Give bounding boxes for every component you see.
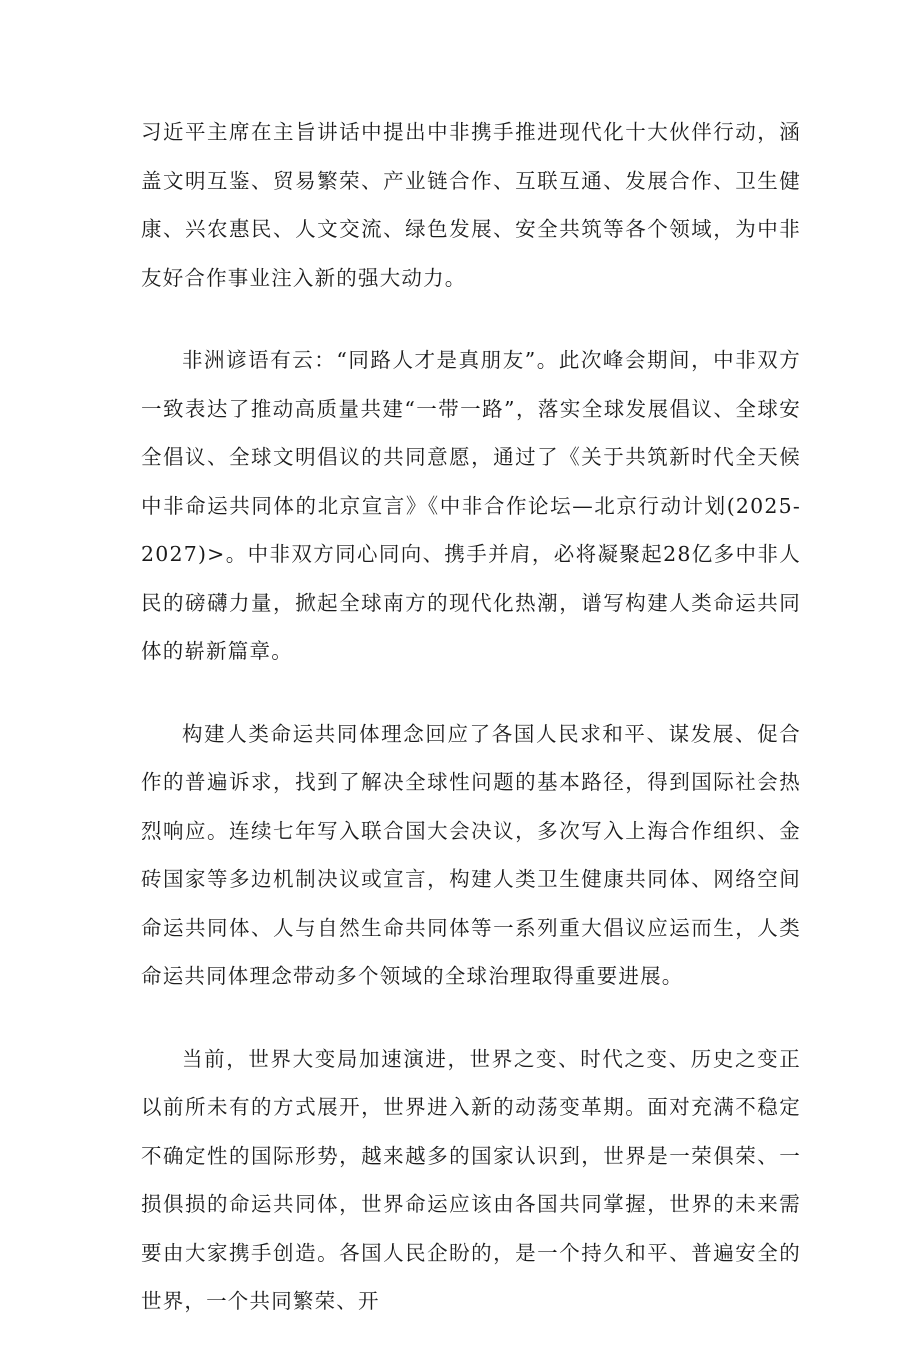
paragraph-2: 非洲谚语有云：“同路人才是真朋友”。此次峰会期间，中非双方一致表达了推动高质量共建“一带一路”，落实全球发展倡议、全球安全倡议、全球文明倡议的共同意愿，通过了《关于共筑新时代全天候中非命运共同体的北京宣言》《中非合作论坛—北京行动计划(2025-2027)>。中非双方同心同向、携手并肩，必将凝聚起28亿多中非人民的磅礴力量，掀起全球南方的现代化热潮，谱写构建人类命运共同体的崭新篇章。 [141,348,801,663]
paragraph-4: 当前，世界大变局加速演进，世界之变、时代之变、历史之变正以前所未有的方式展开，世界进入新的动荡变革期。面对充满不稳定不确定性的国际形势，越来越多的国家认识到，世界是一荣俱荣、一损俱损的命运共同体，世界命运应该由各国共同掌握，世界的未来需要由大家携手创造。各国人民企盼的，是一个持久和平、普遍安全的世界，一个共同繁荣、开 [141,1046,801,1313]
document-body [141,108,801,1360]
paragraph-3: 构建人类命运共同体理念回应了各国人民求和平、谋发展、促合作的普遍诉求，找到了解决全球性问题的基本路径，得到国际社会热烈响应。连续七年写入联合国大会决议，多次写入上海合作组织、金砖国家等多边机制决议或宣言，构建人类卫生健康共同体、网络空间命运共同体、人与自然生命共同体等一系列重大倡议应运而生，人类命运共同体理念带动多个领域的全球治理取得重要进展。 [141,721,801,988]
paragraph-1: 习近平主席在主旨讲话中提出中非携手推进现代化十大伙伴行动，涵盖文明互鉴、贸易繁荣、产业链合作、互联互通、发展合作、卫生健康、兴农惠民、人文交流、绿色发展、安全共筑等各个领域，为中非友好合作事业注入新的强大动力。 [141,120,801,290]
